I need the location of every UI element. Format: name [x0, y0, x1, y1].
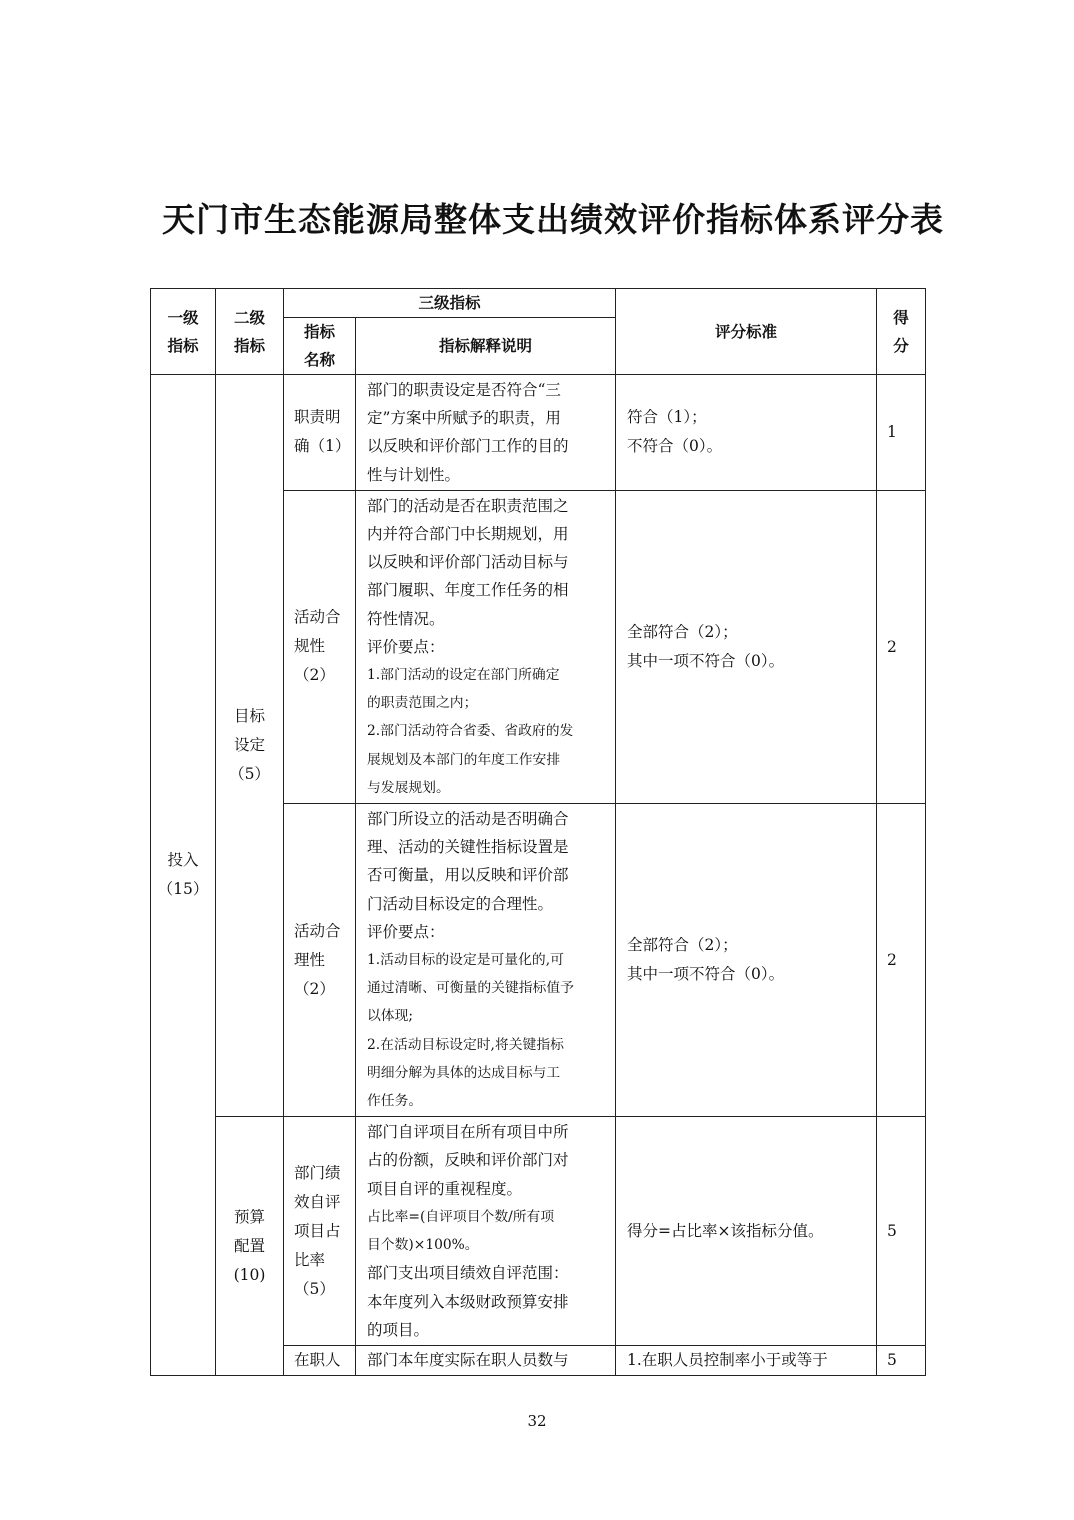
score-value: 5	[877, 1117, 926, 1346]
indicator-description: 部门的活动是否在职责范围之 内并符合部门中长期规划，用 以反映和评价部门活动目标与 部门履职、年度工作任务的相 符性情况。 评价要点： 1.部门活动的设定在部门所确定 的职责范围之内； 2.部门活动符合省委、省政府的发 展规划及本部门的年度工作安排 与发展规划。	[356, 490, 616, 803]
indicator-description: 部门所设立的活动是否明确合 理、活动的关键性指标设置是 否可衡量，用以反映和评价部 门活动目标设定的合理性。 评价要点： 1.活动目标的设定是可量化的,可 通过清晰、可衡量的关键指标值予 以体现; 2.在活动目标设定时,将关键指标 明细分解为具体的达成目标与工 作任务。	[356, 804, 616, 1117]
header-score: 得 分	[877, 289, 926, 375]
header-level2: 二级 指标	[216, 289, 284, 375]
page-title: 天门市生态能源局整体支出绩效评价指标体系评分表	[162, 200, 944, 239]
header-criteria: 评分标准	[616, 289, 877, 375]
table-row	[151, 1117, 926, 1346]
header-indicator-name: 指标 名称	[284, 318, 356, 375]
indicator-name: 部门绩 效自评 项目占 比率 （5）	[284, 1117, 356, 1346]
level2-cell-goal: 目标 设定 （5）	[216, 375, 284, 1117]
score-value: 1	[877, 375, 926, 491]
indicator-description: 部门本年度实际在职人员数与	[356, 1345, 616, 1375]
indicator-name: 活动合 理性 （2）	[284, 804, 356, 1117]
indicator-description: 部门自评项目在所有项目中所 占的份额，反映和评价部门对 项目自评的重视程度。 占比率=(自评项目个数/所有项 目个数)×100%。 部门支出项目绩效自评范围： 本年度列入本级财政预算安排 的项目。	[356, 1117, 616, 1346]
indicator-name: 在职人	[284, 1345, 356, 1375]
scoring-criteria: 全部符合（2）； 其中一项不符合（0）。	[616, 490, 877, 803]
scoring-criteria: 全部符合（2）； 其中一项不符合（0）。	[616, 804, 877, 1117]
table-row	[151, 375, 926, 491]
score-value: 5	[877, 1345, 926, 1375]
page-number: 32	[527, 1412, 547, 1430]
scoring-criteria: 1.在职人员控制率小于或等于	[616, 1345, 877, 1375]
header-level1: 一级 指标	[151, 289, 216, 375]
scoring-criteria: 符合（1）； 不符合（0）。	[616, 375, 877, 491]
indicator-name: 活动合 规性 （2）	[284, 490, 356, 803]
header-level3: 三级指标	[284, 289, 616, 318]
score-value: 2	[877, 804, 926, 1117]
indicator-description: 部门的职责设定是否符合“三 定”方案中所赋予的职责，用 以反映和评价部门工作的目的 性与计划性。	[356, 375, 616, 491]
indicator-name: 职责明 确（1）	[284, 375, 356, 491]
evaluation-table	[150, 288, 926, 1376]
level1-cell: 投入 （15）	[151, 375, 216, 1376]
header-explanation: 指标解释说明	[356, 318, 616, 375]
score-value: 2	[877, 490, 926, 803]
scoring-criteria: 得分=占比率×该指标分值。	[616, 1117, 877, 1346]
level2-cell-budget: 预算 配置 (10)	[216, 1117, 284, 1376]
